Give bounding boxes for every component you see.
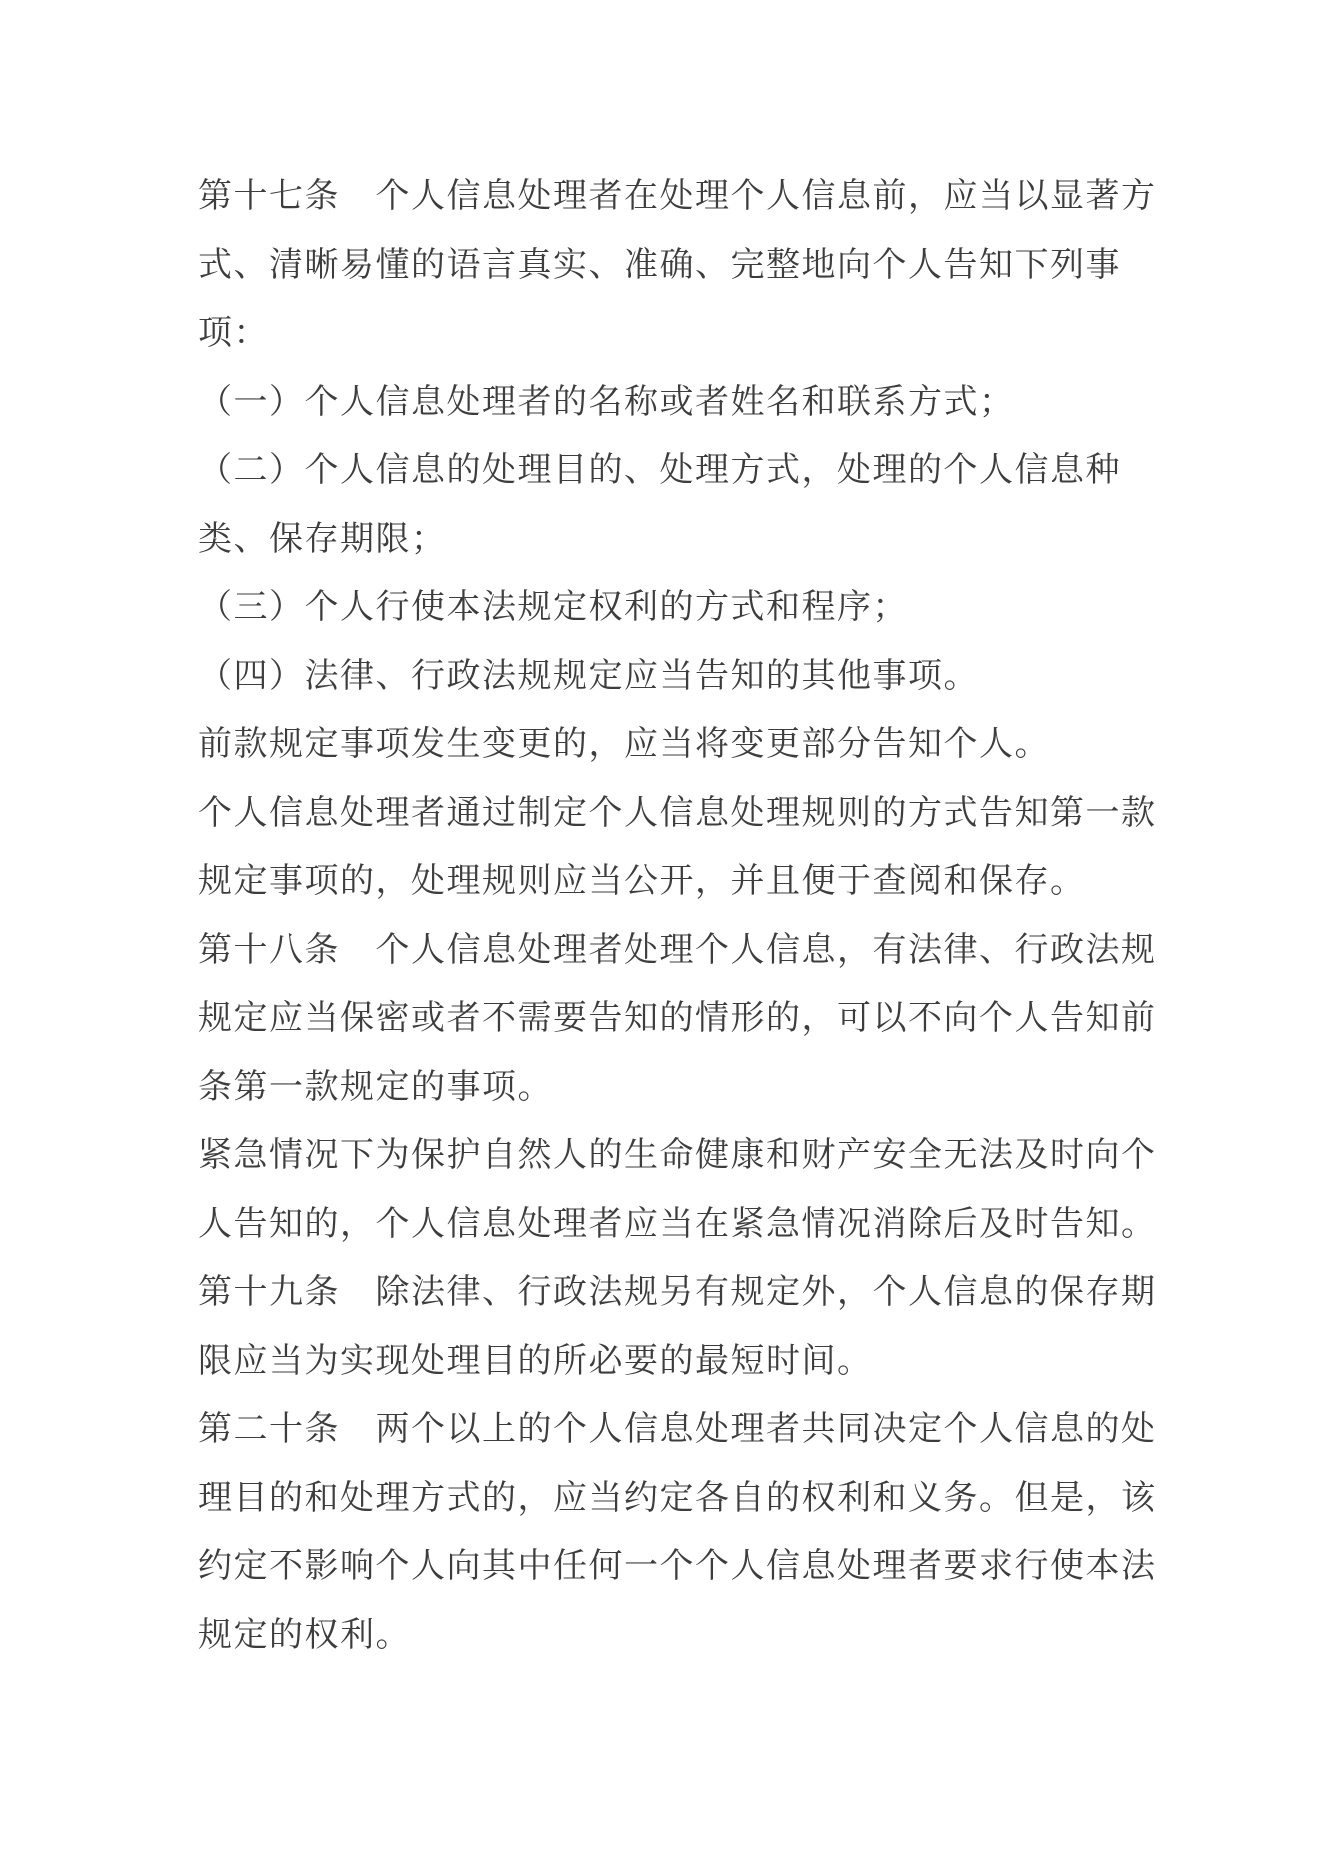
text-line: 人告知的，个人信息处理者应当在紧急情况消除后及时告知。 — [198, 1205, 1157, 1243]
text-line: 理目的和处理方式的，应当约定各自的权利和义务。但是，该 — [198, 1479, 1157, 1517]
text-line: 规定事项的，处理规则应当公开，并且便于查阅和保存。 — [198, 863, 1086, 900]
text-line: （三）个人行使本法规定权利的方式和程序； — [198, 589, 908, 626]
text-line: 项： — [198, 315, 269, 352]
paragraph-article-20 — [198, 1396, 1157, 1670]
text-line: （四）法律、行政法规规定应当告知的其他事项。 — [198, 657, 979, 695]
paragraph-article-17-rules — [198, 780, 1157, 917]
text-line: 类、保存期限； — [198, 520, 447, 558]
text-line: 第十九条 除法律、行政法规另有规定外，个人信息的保存期 — [198, 1274, 1157, 1311]
text-line: 个人信息处理者通过制定个人信息处理规则的方式告知第一款 — [198, 794, 1157, 832]
text-line: （二）个人信息的处理目的、处理方式，处理的个人信息种 — [198, 452, 1121, 489]
text-line: 限应当为实现处理目的所必要的最短时间。 — [198, 1342, 873, 1380]
text-line: 规定应当保密或者不需要告知的情形的，可以不向个人告知前 — [198, 1000, 1157, 1037]
paragraph-article-18 — [198, 917, 1157, 1123]
text-line: 条第一款规定的事项。 — [198, 1068, 553, 1106]
paragraph-article-17-item-3 — [198, 574, 1128, 643]
paragraph-article-17 — [198, 163, 1157, 369]
text-line: 紧急情况下为保护自然人的生命健康和财产安全无法及时向个 — [198, 1137, 1157, 1174]
paragraph-article-17-item-1 — [198, 369, 1128, 438]
text-line: 式、清晰易懂的语言真实、准确、完整地向个人告知下列事 — [198, 246, 1121, 284]
paragraph-article-17-change-notice — [198, 711, 1128, 780]
text-line: 第十八条 个人信息处理者处理个人信息，有法律、行政法规 — [198, 931, 1157, 969]
paragraph-article-19 — [198, 1259, 1157, 1396]
text-block — [198, 163, 1157, 1670]
text-line: 约定不影响个人向其中任何一个个人信息处理者要求行使本法 — [198, 1548, 1157, 1585]
text-line: 规定的权利。 — [198, 1616, 411, 1654]
text-line: 前款规定事项发生变更的，应当将变更部分告知个人。 — [198, 726, 1050, 763]
paragraph-article-18-emergency — [198, 1122, 1157, 1259]
text-line: （一）个人信息处理者的名称或者姓名和联系方式； — [198, 383, 1015, 421]
text-line: 第十七条 个人信息处理者在处理个人信息前，应当以显著方 — [198, 178, 1157, 215]
text-line: 第二十条 两个以上的个人信息处理者共同决定个人信息的处 — [198, 1411, 1157, 1448]
paragraph-article-17-item-2 — [198, 437, 1128, 574]
paragraph-article-17-item-4 — [198, 643, 1128, 712]
